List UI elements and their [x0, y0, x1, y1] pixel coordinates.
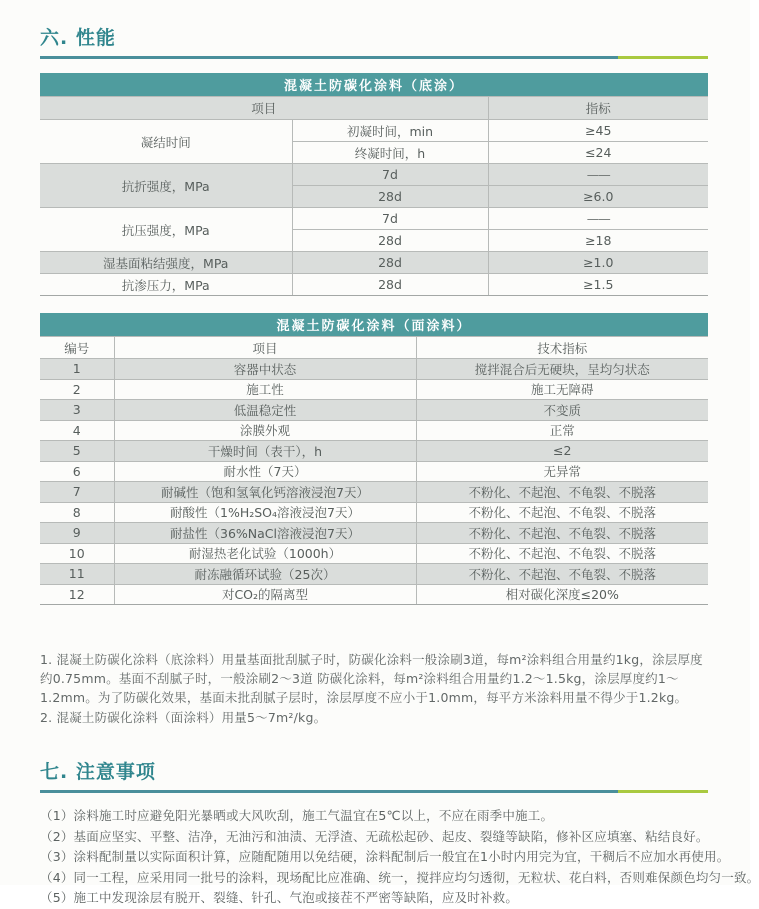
cell-item-name: 耐冻融循环试验（25次） — [114, 564, 416, 585]
precaution-item: （2）基面应坚实、平整、洁净，无油污和油渍、无浮渣、无疏松起砂、起皮、裂缝等缺陷，修补区应填塞、粘结良好。 — [40, 828, 709, 844]
table2-title: 混凝土防碳化涂料（面涂料） — [40, 313, 708, 337]
table-title-row — [40, 313, 708, 337]
table-row — [40, 502, 708, 523]
precaution-item: （5）施工中发现涂层有脱开、裂缝、针孔、气泡或接茬不严密等缺陷，应及时补救。 — [40, 890, 519, 906]
cell-item-name: 抗折强度，MPa — [40, 164, 292, 208]
cell-item-name: 低温稳定性 — [114, 400, 416, 421]
table-row — [40, 379, 708, 400]
table-row — [40, 564, 708, 585]
table-row — [40, 482, 708, 503]
cell-index-value: 相对碳化深度≤20% — [416, 584, 708, 605]
cell-index-value: ≥18 — [488, 230, 708, 252]
cell-item-name: 干燥时间（表干），h — [114, 441, 416, 462]
table-header-row — [40, 97, 708, 120]
cell-index-value: 不粉化、不起泡、不龟裂、不脱落 — [416, 502, 708, 523]
cell-sub-item: 28d — [292, 252, 488, 274]
cell-number: 11 — [40, 564, 114, 585]
cell-item-name: 耐湿热老化试验（1000h） — [114, 543, 416, 564]
section-7-divider — [40, 790, 708, 793]
cell-number: 8 — [40, 502, 114, 523]
precaution-list — [40, 806, 759, 909]
cell-index-value: —— — [488, 208, 708, 230]
cell-index-value: ≥1.0 — [488, 252, 708, 274]
column-header-index: 指标 — [488, 97, 708, 120]
cell-item-name: 耐酸性（1%H₂SO₄溶液浸泡7天） — [114, 502, 416, 523]
table-row — [40, 441, 708, 462]
cell-item-name: 耐水性（7天） — [114, 461, 416, 482]
cell-number: 5 — [40, 441, 114, 462]
cell-index-value: ≤2 — [416, 441, 708, 462]
precaution-item: （4）同一工程，应采用同一批号的涂料，现场配比应准确、统一，搅拌应均匀透彻，无粒状、花白料，否则难保颜色均匀一致。 — [40, 869, 759, 885]
cell-item-name: 抗渗压力，MPa — [40, 274, 292, 296]
cell-index-value: 无异常 — [416, 461, 708, 482]
table-row — [40, 461, 708, 482]
cell-number: 7 — [40, 482, 114, 503]
cell-number: 2 — [40, 379, 114, 400]
table-row — [40, 252, 708, 274]
cell-index-value: 不粉化、不起泡、不龟裂、不脱落 — [416, 482, 708, 503]
cell-index-value: 不粉化、不起泡、不龟裂、不脱落 — [416, 523, 708, 544]
table-row — [40, 584, 708, 605]
cell-index-value: —— — [488, 164, 708, 186]
cell-sub-item: 终凝时间，h — [292, 142, 488, 164]
column-header-no: 编号 — [40, 337, 114, 359]
cell-index-value: 施工无障碍 — [416, 379, 708, 400]
cell-index-value: 不变质 — [416, 400, 708, 421]
cell-item-name: 湿基面粘结强度，MPa — [40, 252, 292, 274]
cell-item-name: 容器中状态 — [114, 359, 416, 380]
topcoat-coating-table — [40, 313, 708, 605]
primer-coating-table — [40, 73, 708, 296]
cell-item-name: 耐盐性（36%NaCl溶液浸泡7天） — [114, 523, 416, 544]
note-paragraph: 1. 混凝土防碳化涂料（底涂料）用量基面批刮腻子时，防碳化涂料一般涂刷3道，每m²涂料组合用量约1kg，涂层厚度约0.75mm。基面不刮腻子时，一般涂刷2～3道 防碳化涂料，每m²涂料组合用量约1.2～1.5kg，涂层厚度约1～1.2mm。为了防碳化效果，基面未批刮腻子层时，涂层厚度不应小于1.0mm，每平方米涂料用量不得少于1.2kg。 — [40, 652, 703, 705]
cell-index-value: 不粉化、不起泡、不龟裂、不脱落 — [416, 564, 708, 585]
cell-number: 9 — [40, 523, 114, 544]
table-row — [40, 400, 708, 421]
cell-item-name: 凝结时间 — [40, 120, 292, 164]
cell-index-value: ≤24 — [488, 142, 708, 164]
table-row — [40, 120, 708, 142]
cell-item-name: 涂膜外观 — [114, 420, 416, 441]
cell-index-value: 不粉化、不起泡、不龟裂、不脱落 — [416, 543, 708, 564]
cell-number: 6 — [40, 461, 114, 482]
cell-item-name: 耐碱性（饱和氢氧化钙溶液浸泡7天） — [114, 482, 416, 503]
table-row — [40, 543, 708, 564]
cell-sub-item: 7d — [292, 164, 488, 186]
table-header-row — [40, 337, 708, 359]
table-row — [40, 523, 708, 544]
cell-index-value: 搅拌混合后无硬块，呈均匀状态 — [416, 359, 708, 380]
cell-sub-item: 28d — [292, 274, 488, 296]
precaution-item: （3）涂料配制量以实际面积计算，应随配随用以免结硬，涂料配制后一般宜在1小时内用完为宜，干稠后不应加水再使用。 — [40, 849, 730, 865]
cell-index-value: ≥45 — [488, 120, 708, 142]
section-7-title: 七. 注意事项 — [40, 761, 156, 783]
cell-number: 1 — [40, 359, 114, 380]
column-header-index: 技术指标 — [416, 337, 708, 359]
precaution-item: （1）涂料施工时应避免阳光暴晒或大风吹刮，施工气温宜在5℃以上，不应在雨季中施工。 — [40, 808, 554, 823]
table1-title: 混凝土防碳化涂料（底涂） — [40, 73, 708, 97]
usage-notes — [40, 650, 712, 727]
cell-sub-item: 初凝时间，min — [292, 120, 488, 142]
table-title-row — [40, 73, 708, 97]
cell-sub-item: 7d — [292, 208, 488, 230]
cell-number: 10 — [40, 543, 114, 564]
table-row — [40, 359, 708, 380]
cell-sub-item: 28d — [292, 186, 488, 208]
table-row — [40, 208, 708, 230]
section-6-title: 六. 性能 — [40, 27, 116, 49]
cell-index-value: ≥1.5 — [488, 274, 708, 296]
column-header-item: 项目 — [40, 97, 488, 120]
cell-number: 12 — [40, 584, 114, 605]
cell-item-name: 施工性 — [114, 379, 416, 400]
cell-number: 4 — [40, 420, 114, 441]
note-paragraph: 2. 混凝土防碳化涂料（面涂料）用量5～7m²/kg。 — [40, 710, 327, 725]
cell-sub-item: 28d — [292, 230, 488, 252]
cell-index-value: 正常 — [416, 420, 708, 441]
cell-number: 3 — [40, 400, 114, 421]
cell-item-name: 抗压强度，MPa — [40, 208, 292, 252]
table-row — [40, 164, 708, 186]
table-row — [40, 274, 708, 296]
cell-item-name: 对CO₂的隔离型 — [114, 584, 416, 605]
cell-index-value: ≥6.0 — [488, 186, 708, 208]
table-row — [40, 420, 708, 441]
column-header-item: 项目 — [114, 337, 416, 359]
